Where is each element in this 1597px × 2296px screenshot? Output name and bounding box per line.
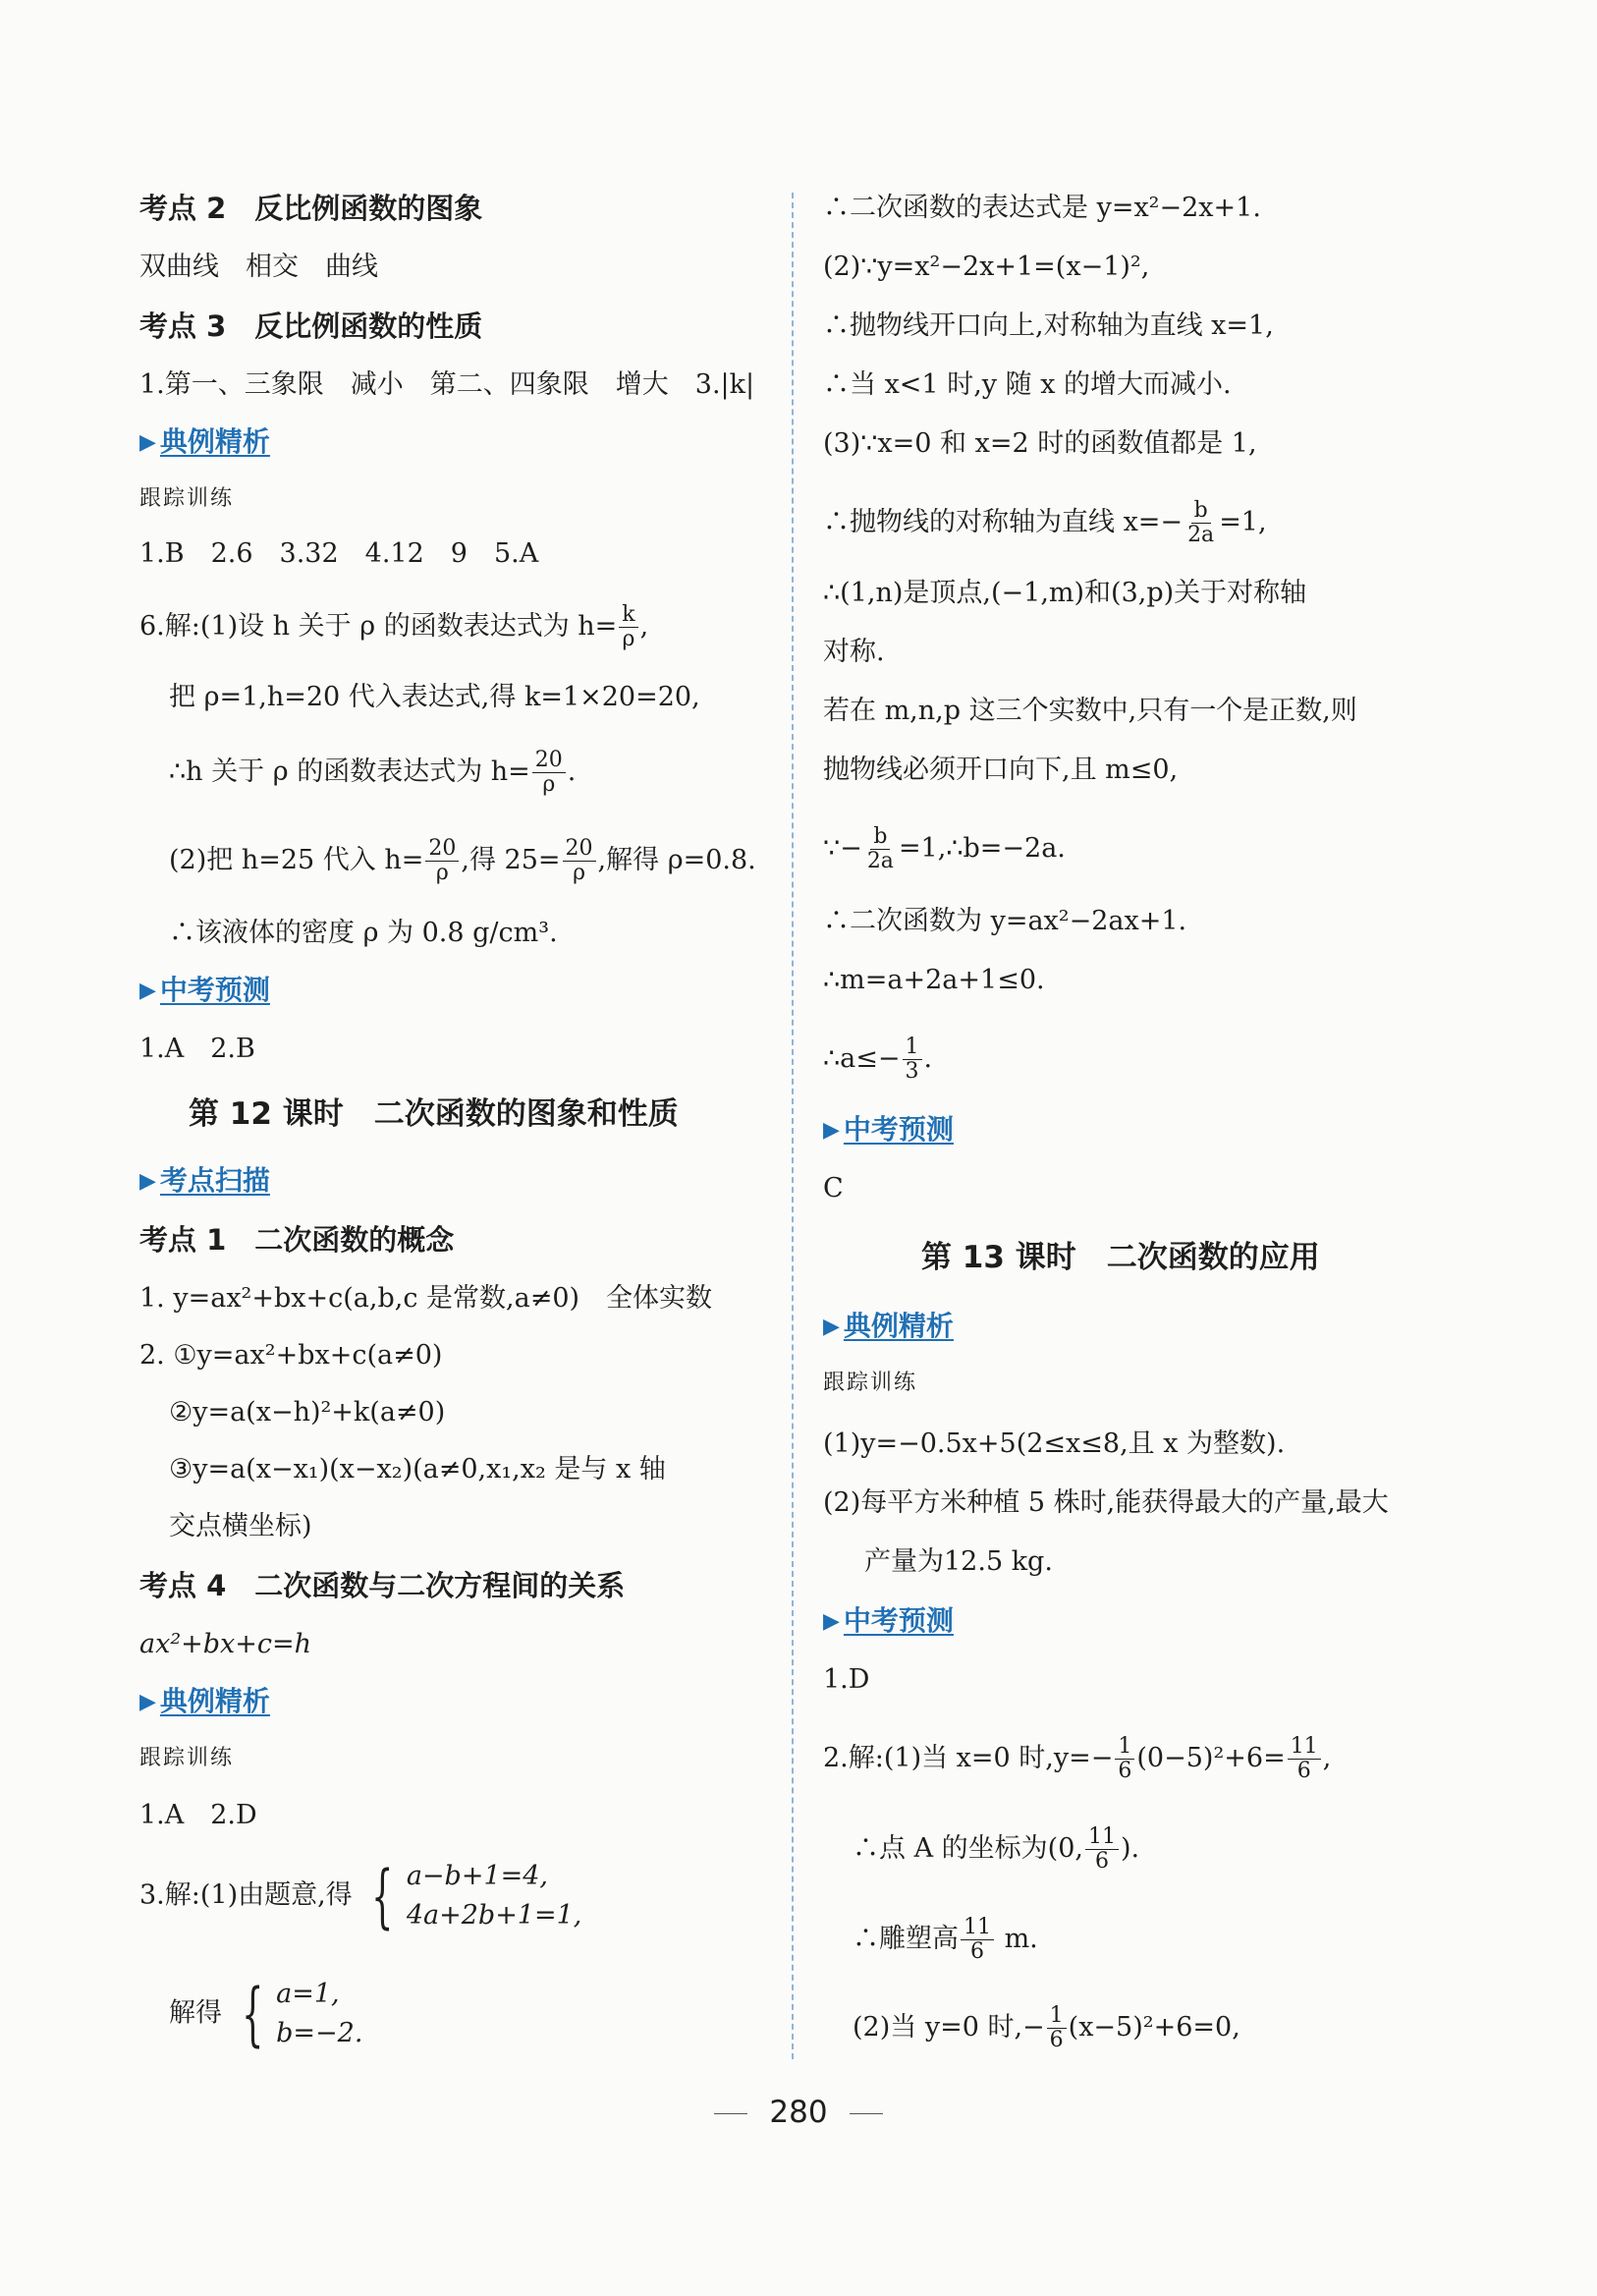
fraction: $\frac{1}{6}$	[1047, 2004, 1067, 2052]
section-zhongkao-2: ▶ 中考预测	[823, 1112, 954, 1148]
triangle-icon: ▶	[139, 1169, 156, 1194]
kd1-line-1: 1. y=ax²+bx+c(a,b,c 是常数,a≠0) 全体实数	[139, 1283, 713, 1314]
section-dianli-2: ▶ 典例精析	[139, 1684, 270, 1720]
kd1-line-5: 交点横坐标)	[169, 1511, 312, 1541]
kd2-answer: 双曲线 相交 曲线	[139, 252, 378, 282]
lesson-13-title: 第 13 课时 二次函数的应用	[921, 1240, 1320, 1275]
kd1-line-2: 2. ①y=ax²+bx+c(a≠0)	[139, 1340, 443, 1371]
r-line-3: ∴抛物线开口向上,对称轴为直线 x=1,	[823, 310, 1274, 341]
genzong-label-1: 跟踪训练	[139, 486, 235, 511]
section-kaodian: ▶ 考点扫描	[139, 1163, 270, 1200]
fraction: $\frac{11}{6}$	[1288, 1735, 1321, 1783]
section-dianli-1: ▶ 典例精析	[139, 424, 270, 461]
kd3-title: 考点 3 反比例函数的性质	[139, 309, 483, 343]
answer-1d: 1.D	[823, 1664, 870, 1695]
section-dianli-3: ▶ 典例精析	[823, 1309, 954, 1345]
q6-line-a: 6.解:(1)设 h 关于 ρ 的函数表达式为 h= $\frac{k}{\rho}$ ,	[139, 602, 649, 651]
rule-left	[714, 2113, 747, 2114]
fraction: $\frac{k}{\rho}$	[619, 603, 637, 651]
r-line-14: ∴a≤− $\frac{1}{3}$ .	[823, 1035, 933, 1084]
triangle-icon: ▶	[823, 1118, 840, 1143]
answer-c: C	[823, 1173, 844, 1204]
page-number: 280	[0, 2095, 1597, 2130]
r-line-11: ∵− $\frac{b}{2a}$ =1,∴b=−2a.	[823, 824, 1066, 873]
r-line-9: 若在 m,n,p 这三个实数中,只有一个是正数,则	[823, 696, 1357, 726]
r-line-1: ∴二次函数的表达式是 y=x²−2x+1.	[823, 193, 1261, 223]
r-line-7: ∴(1,n)是顶点,(−1,m)和(3,p)关于对称轴	[823, 578, 1307, 608]
kd1-line-3: ②y=a(x−h)²+k(a≠0)	[169, 1397, 446, 1428]
triangle-icon: ▶	[139, 1690, 156, 1714]
genzong-label-3: 跟踪训练	[823, 1371, 918, 1395]
r-line-8: 对称.	[823, 637, 885, 667]
kd3-answer: 1.第一、三象限 减小 第二、四象限 增大 3.|k|	[139, 369, 755, 400]
r-line-12: ∴二次函数为 y=ax²−2ax+1.	[823, 906, 1187, 936]
column-divider	[792, 193, 794, 2059]
s-line-5: (2)当 y=0 时,− $\frac{1}{6}$ (x−5)²+6=0,	[853, 2003, 1240, 2052]
answers-2: 1.A 2.B	[139, 1034, 255, 1064]
fraction: $\frac{1}{3}$	[903, 1036, 922, 1084]
r-line-6: ∴抛物线的对称轴为直线 x=− $\frac{b}{2a}$ =1,	[823, 498, 1267, 547]
kd2-title: 考点 2 反比例函数的图象	[139, 192, 483, 225]
fraction: $\frac{20}{\rho}$	[563, 837, 596, 885]
q3-system: 3.解:(1)由题意,得 { a−b+1=4, 4a+2b+1=1,	[139, 1856, 582, 1936]
solution-system: { a=1, b=−2.	[241, 1974, 363, 2054]
fraction: $\frac{b}{2a}$	[1187, 498, 1215, 547]
s-line-4: ∴雕塑高 $\frac{11}{6}$ m.	[853, 1915, 1038, 1964]
kd4-answer: ax²+bx+c=h	[139, 1629, 312, 1659]
fraction: $\frac{b}{2a}$	[866, 824, 894, 873]
lesson-12-title: 第 12 课时 二次函数的图象和性质	[189, 1096, 679, 1132]
answers-1: 1.B 2.6 3.32 4.12 9 5.A	[139, 538, 539, 569]
equation-system: { a−b+1=4, 4a+2b+1=1,	[371, 1856, 582, 1936]
t-line-1: (1)y=−0.5x+5(2≤x≤8,且 x 为整数).	[823, 1428, 1286, 1459]
triangle-icon: ▶	[139, 430, 156, 455]
fraction: $\frac{20}{\rho}$	[532, 749, 566, 797]
rule-right	[850, 2113, 883, 2114]
genzong-label-2: 跟踪训练	[139, 1746, 235, 1770]
s-line-3: ∴点 A 的坐标为(0, $\frac{11}{6}$ ).	[853, 1824, 1140, 1874]
fraction: $\frac{1}{6}$	[1115, 1735, 1134, 1783]
kd4-title: 考点 4 二次函数与二次方程间的关系	[139, 1569, 626, 1602]
q6-line-d: (2)把 h=25 代入 h= $\frac{20}{\rho}$ ,得 25= $\frac{20}{\rho}$ ,解得 ρ=0.8.	[169, 836, 756, 885]
answers-3: 1.A 2.D	[139, 1800, 257, 1830]
fraction: $\frac{20}{\rho}$	[425, 837, 459, 885]
r-line-4: ∴当 x<1 时,y 随 x 的增大而减小.	[823, 369, 1232, 400]
fraction: $\frac{11}{6}$	[961, 1916, 994, 1964]
kd1-line-4: ③y=a(x−x₁)(x−x₂)(a≠0,x₁,x₂ 是与 x 轴	[169, 1454, 666, 1484]
q3-solution: 解得 { a=1, b=−2.	[169, 1974, 363, 2054]
r-line-5: (3)∵x=0 和 x=2 时的函数值都是 1,	[823, 428, 1257, 459]
q6-line-b: 把 ρ=1,h=20 代入表达式,得 k=1×20=20,	[169, 682, 700, 712]
t-line-3: 产量为12.5 kg.	[864, 1546, 1053, 1577]
fraction: $\frac{11}{6}$	[1085, 1825, 1119, 1874]
triangle-icon: ▶	[823, 1609, 840, 1634]
r-line-13: ∴m=a+2a+1≤0.	[823, 965, 1045, 995]
q6-line-e: ∴该液体的密度 ρ 为 0.8 g/cm³.	[169, 918, 558, 948]
q6-line-c: ∴h 关于 ρ 的函数表达式为 h= $\frac{20}{\rho}$ .	[169, 748, 577, 797]
triangle-icon: ▶	[823, 1315, 840, 1339]
triangle-icon: ▶	[139, 979, 156, 1003]
kd1-title: 考点 1 二次函数的概念	[139, 1223, 455, 1257]
s-line-2: 2.解:(1)当 x=0 时,y=− $\frac{1}{6}$ (0−5)²+6= $\frac{11}{6}$ ,	[823, 1734, 1332, 1783]
r-line-2: (2)∵y=x²−2x+1=(x−1)²,	[823, 252, 1150, 282]
section-zhongkao-1: ▶ 中考预测	[139, 973, 270, 1009]
section-zhongkao-3: ▶ 中考预测	[823, 1603, 954, 1640]
t-line-2: (2)每平方米种植 5 株时,能获得最大的产量,最大	[823, 1487, 1389, 1518]
r-line-10: 抛物线必须开口向下,且 m≤0,	[823, 755, 1179, 785]
